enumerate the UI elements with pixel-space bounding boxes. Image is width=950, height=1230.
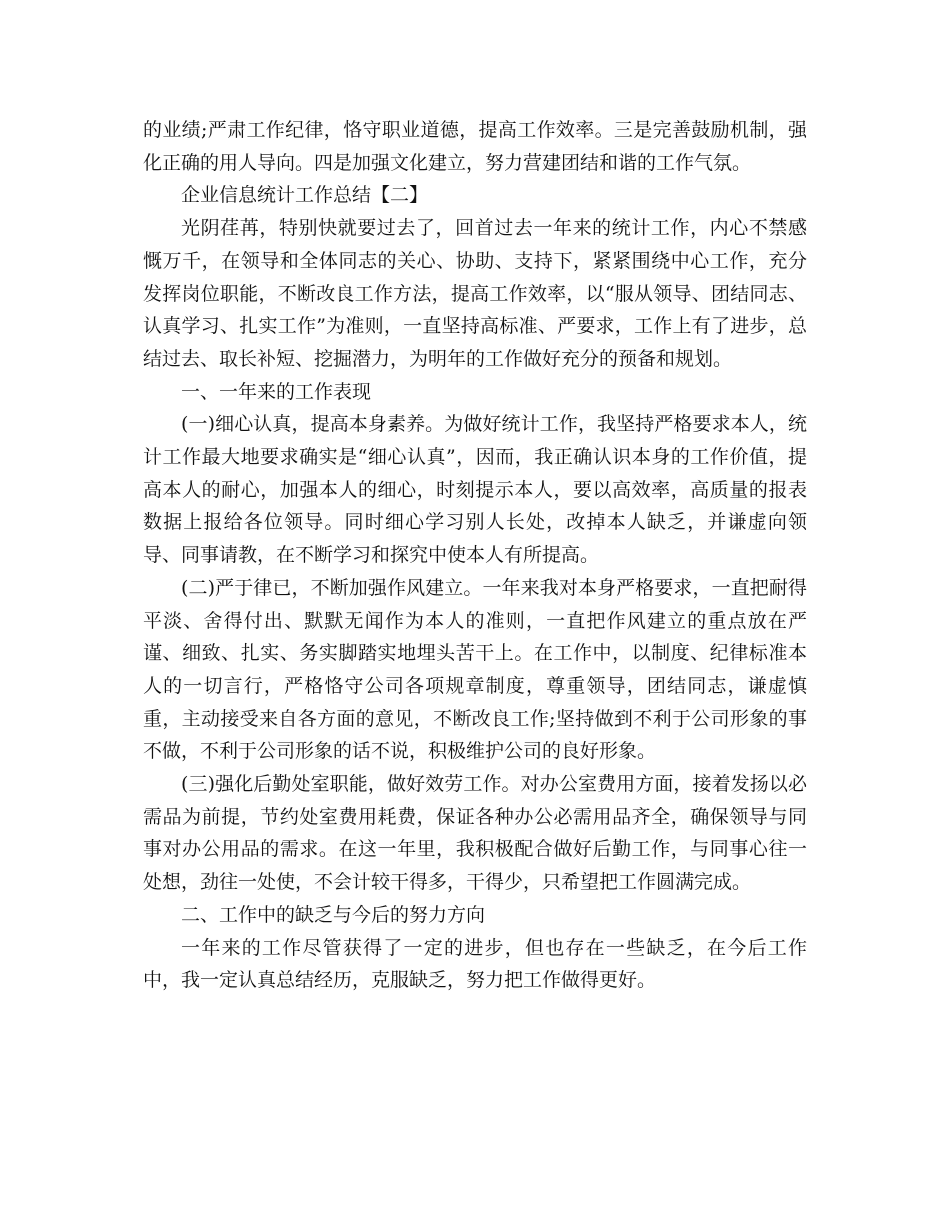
paragraph-point-two: (二)严于律已，不断加强作风建立。一年来我对本身严格要求，一直把耐得平淡、舍得付出、默默无闻作为本人的准则，一直把作风建立的重点放在严谨、细致、扎实、务实脚踏实地埋头苦干上。在工作中，以制度、纪律标准本人的一切言行，严格恪守公司各项规章制度，尊重领导，团结同志，谦虚慎重，主动接受来自各方面的意见，不断改良工作;坚持做到不利于公司形象的事不做，不利于公司形象的话不说，积极维护公司的良好形象。 (143, 576, 807, 763)
document-body (143, 114, 807, 997)
paragraph-point-one: (一)细心认真，提高本身素养。为做好统计工作，我坚持严格要求本人，统计工作最大地要求确实是“细心认真”，因而，我正确认识本身的工作价值，提高本人的耐心，加强本人的细心，时刻提示本人，要以高效率，高质量的报表数据上报给各位领导。同时细心学习别人长处，改掉本人缺乏，并谦虚向领导、同事请教，在不断学习和探究中使本人有所提高。 (143, 413, 807, 567)
heading-work-performance: 一、一年来的工作表现 (181, 380, 372, 403)
paragraph-continuation: 的业绩;严肃工作纪律，恪守职业道德，提高工作效率。三是完善鼓励机制，强化正确的用人导向。四是加强文化建立，努力营建团结和谐的工作气氛。 (143, 119, 807, 174)
paragraph-closing: 一年来的工作尽管获得了一定的进步，但也存在一些缺乏，在今后工作中，我一定认真总结经历，克服缺乏，努力把工作做得更好。 (143, 936, 807, 992)
paragraph-point-three: (三)强化后勤处室职能，做好效劳工作。对办公室费用方面，接着发扬以必需品为前提，节约处室费用耗费，保证各种办公必需用品齐全，确保领导与同事对办公用品的需求。在这一年里，我积极配合做好后勤工作，与同事心往一处想，劲往一处使，不会计较干得多，干得少，只希望把工作圆满完成。 (143, 773, 807, 894)
paragraph-intro: 光阴荏苒，特别快就要过去了，回首过去一年来的统计工作，内心不禁感慨万千，在领导和全体同志的关心、协助、支持下，紧紧围绕中心工作，充分发挥岗位职能，不断改良工作方法，提高工作效率，以“服从领导、团结同志、认真学习、扎实工作”为准则，一直坚持高标准、严要求，工作上有了进步，总结过去、取长补短、挖掘潜力，为明年的工作做好充分的预备和规划。 (143, 217, 807, 370)
section-title: 企业信息统计工作总结【二】 (181, 184, 429, 207)
heading-shortcomings: 二、工作中的缺乏与今后的努力方向 (181, 903, 486, 926)
